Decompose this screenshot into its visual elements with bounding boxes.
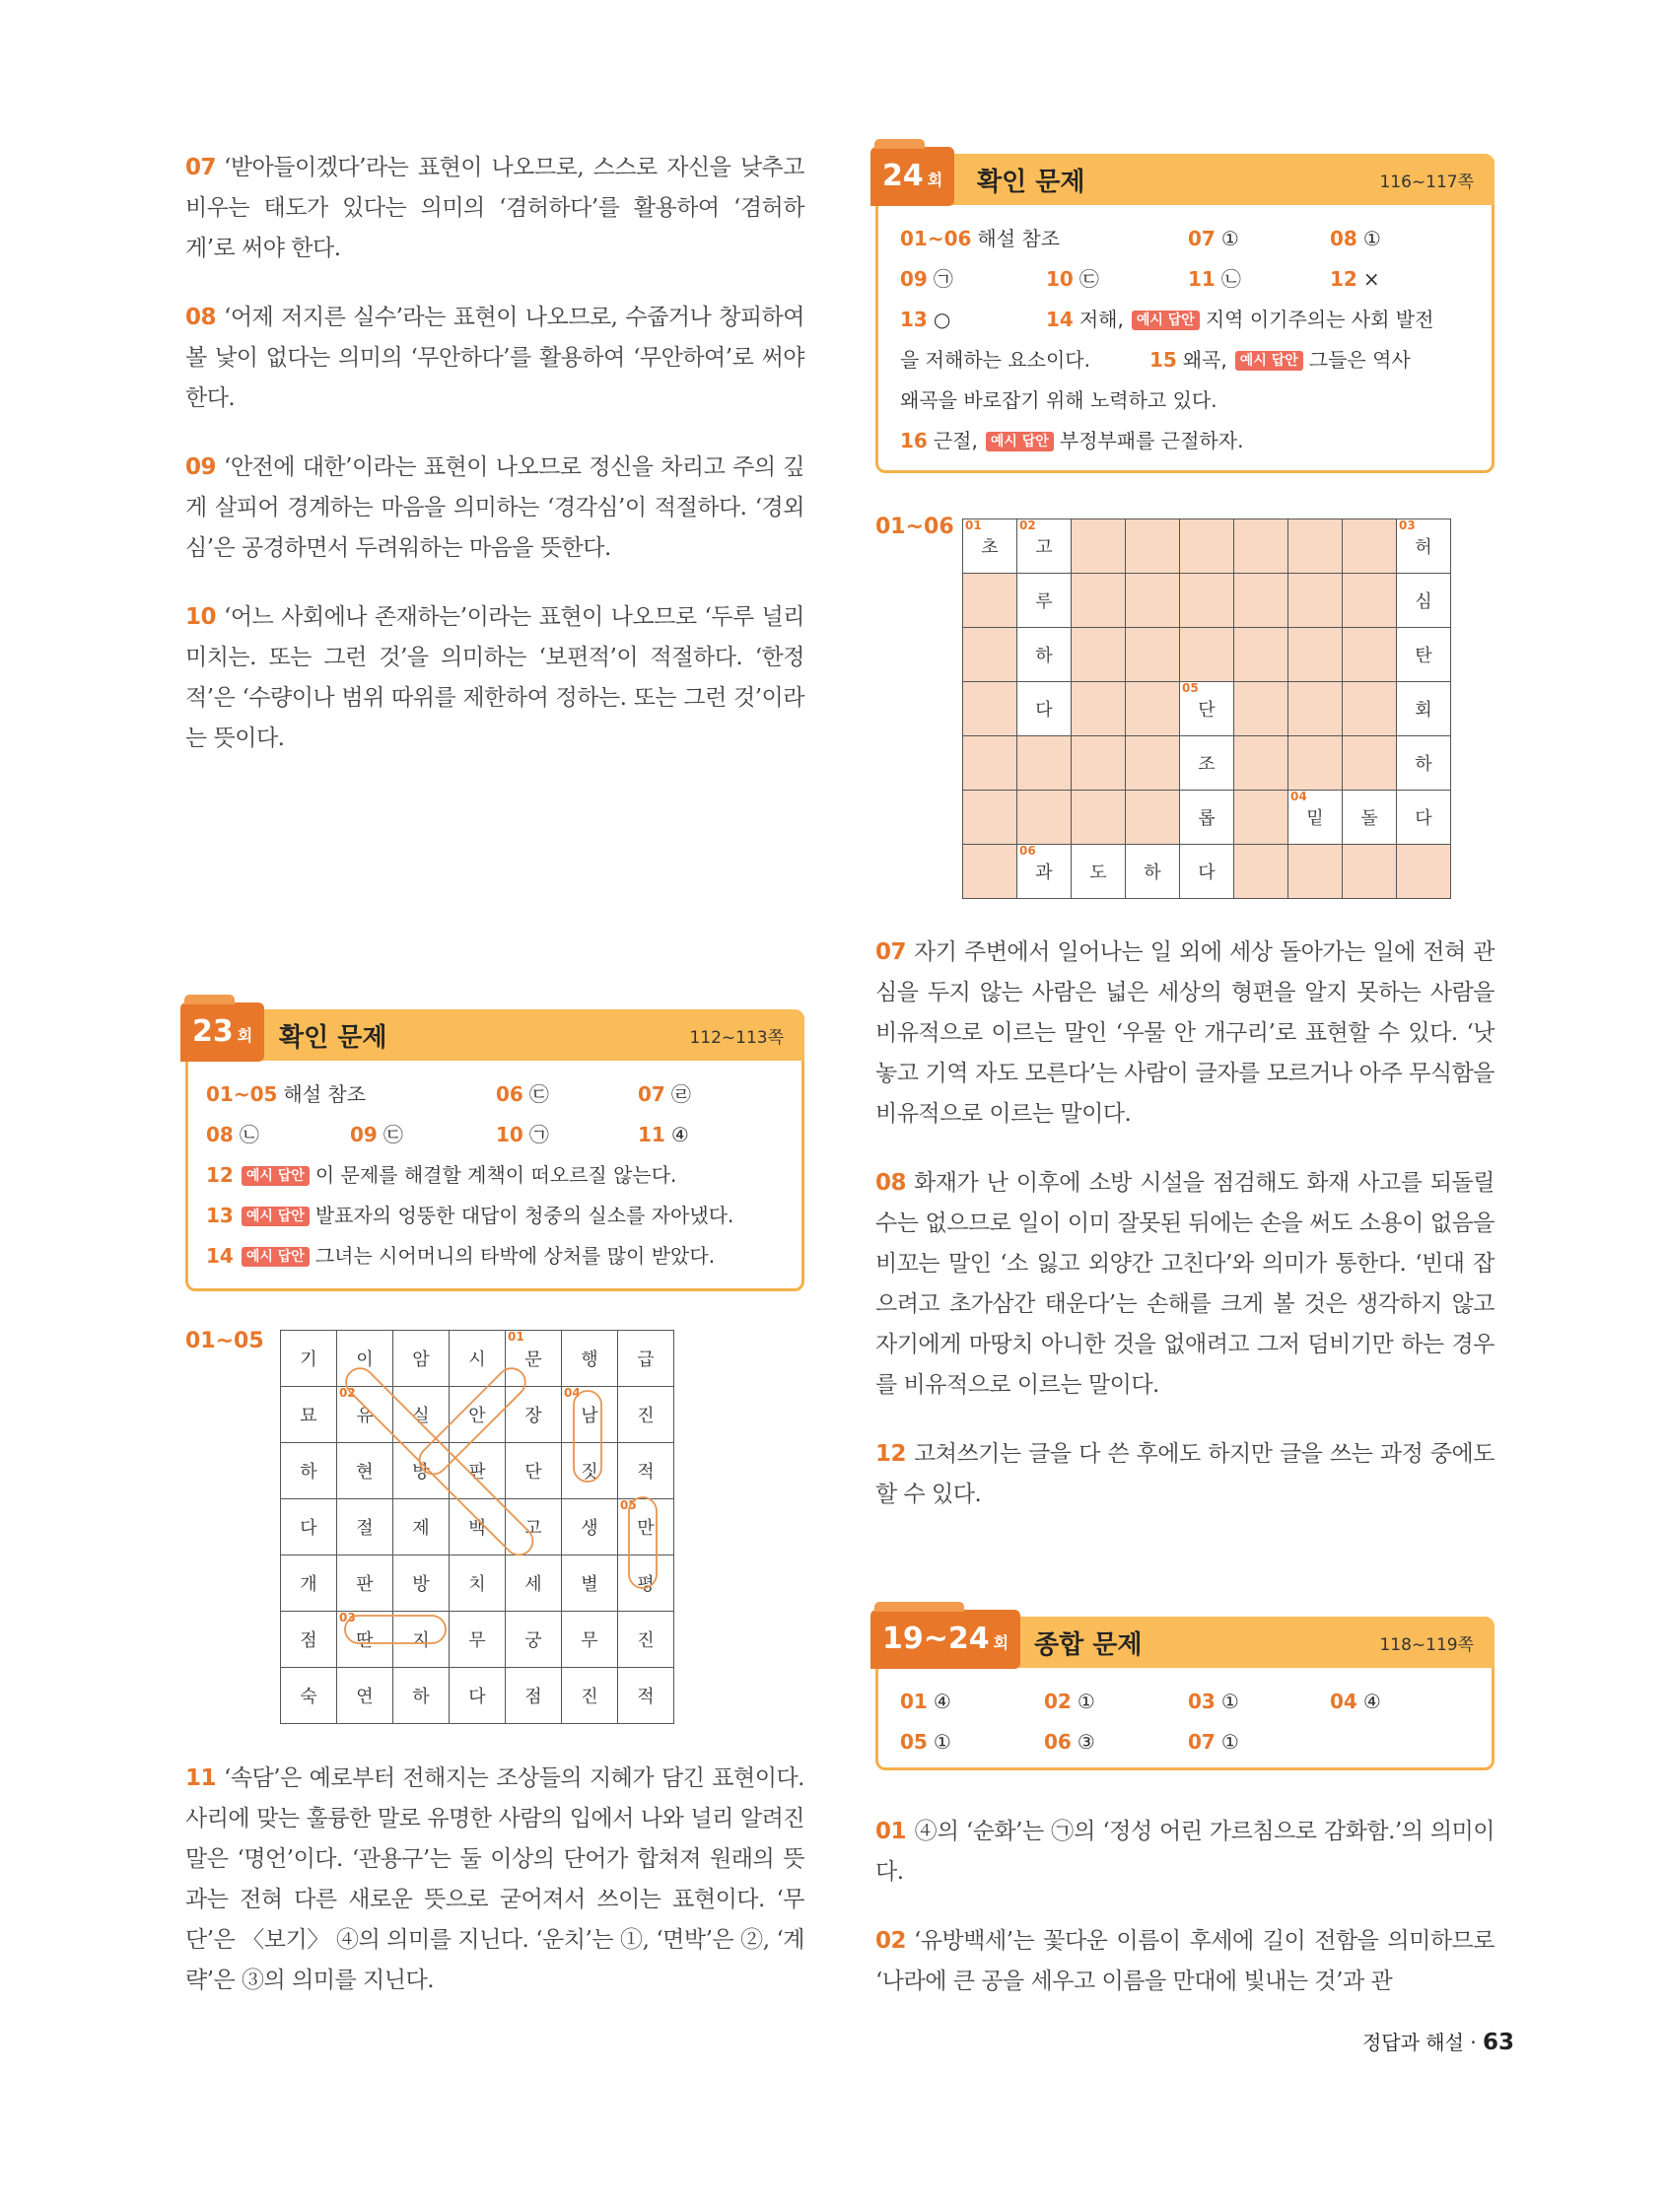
grid-cell	[1126, 519, 1180, 574]
answer-item: 14 저해, 예시 답안 지역 이기주의는 사회 발전	[1046, 308, 1434, 331]
grid-cell	[1343, 628, 1397, 682]
cell-letter: 롭	[1198, 808, 1216, 829]
grid-cell	[393, 1499, 450, 1555]
cell-letter: 진	[581, 1687, 598, 1707]
grid-cell	[618, 1612, 674, 1668]
grid-cell	[1180, 519, 1234, 574]
grid-cell	[1180, 791, 1234, 845]
grid-row	[281, 1387, 674, 1443]
cell-letter: 이	[356, 1349, 374, 1370]
grid-cell	[1072, 791, 1126, 845]
grid-cell	[963, 574, 1017, 628]
grid-cell	[1017, 791, 1072, 845]
cell-letter: 무	[581, 1630, 598, 1651]
grid-cell	[1017, 682, 1072, 736]
grid-cell	[1017, 574, 1072, 628]
grid-cell	[1397, 791, 1451, 845]
clue-number: 06	[1019, 844, 1036, 858]
grid-cell	[1126, 628, 1180, 682]
cell-letter: 진	[637, 1406, 655, 1426]
cell-letter: 안	[468, 1406, 486, 1426]
grid-cell	[562, 1443, 618, 1499]
grid-cell	[337, 1555, 393, 1612]
page-footer: 정답과 해설 · 63	[1361, 2030, 1514, 2055]
grid-cell	[1017, 628, 1072, 682]
grid-cell	[281, 1668, 337, 1724]
page-range: 118~119쪽	[1379, 1635, 1474, 1655]
cell-letter: 유	[356, 1406, 374, 1426]
cell-letter: 돌	[1360, 808, 1378, 829]
grid-row	[963, 791, 1451, 845]
grid-cell	[393, 1331, 450, 1387]
cell-letter: 암	[412, 1349, 430, 1370]
page-range: 112~113쪽	[689, 1028, 784, 1048]
answer-item: 06 ㉢	[496, 1082, 549, 1106]
grid-cell	[1017, 845, 1072, 899]
left-top-text	[185, 148, 804, 788]
clue-number: 05	[1182, 681, 1199, 695]
right-mid-text	[875, 933, 1495, 1544]
grid-cell	[1072, 845, 1126, 899]
explanation-paragraph: 12 고쳐쓰기는 글을 다 쓴 후에도 하지만 글을 쓰는 과정 중에도 할 수 있다.	[875, 1441, 1495, 1507]
cell-letter: 급	[637, 1349, 655, 1370]
grid-cell	[1180, 574, 1234, 628]
answer-item: 10 ㉢	[1046, 267, 1099, 291]
grid-cell	[1288, 574, 1343, 628]
grid-row	[281, 1668, 674, 1724]
cell-letter: 판	[356, 1574, 374, 1595]
session-badge: 24 회	[870, 147, 954, 206]
grid-cell	[1397, 682, 1451, 736]
grid-cell	[337, 1331, 393, 1387]
cell-letter: 점	[524, 1687, 542, 1707]
grid-cell	[337, 1668, 393, 1724]
grid-cell	[393, 1612, 450, 1668]
clue-number: 03	[339, 1611, 356, 1624]
grid-cell	[393, 1443, 450, 1499]
cell-letter: 딴	[356, 1630, 374, 1651]
example-answer-tag: 예시 답안	[1132, 311, 1200, 330]
clue-number: 04	[564, 1386, 581, 1400]
crossword-grid	[962, 518, 1451, 899]
answer-item: 02 ①	[1044, 1690, 1095, 1713]
grid-cell	[618, 1668, 674, 1724]
grid-cell	[1343, 845, 1397, 899]
grid-label: 01~05	[185, 1329, 264, 1353]
cell-letter: 절	[356, 1518, 374, 1539]
cell-letter: 적	[637, 1462, 655, 1483]
grid-cell	[562, 1499, 618, 1555]
grid-cell	[1072, 682, 1126, 736]
grid-cell	[1343, 682, 1397, 736]
grid-cell	[562, 1612, 618, 1668]
grid-cell	[506, 1331, 562, 1387]
cell-letter: 궁	[524, 1630, 542, 1651]
grid-cell	[450, 1331, 506, 1387]
grid-cell	[281, 1612, 337, 1668]
session-badge: 19~24 회	[870, 1610, 1020, 1669]
grid-cell	[506, 1443, 562, 1499]
example-answer-tag: 예시 답안	[242, 1207, 310, 1226]
grid-cell	[506, 1499, 562, 1555]
grid-row	[963, 682, 1451, 736]
cell-letter: 조	[1198, 754, 1216, 775]
cell-letter: 다	[1035, 700, 1053, 721]
answer-item: 04 ④	[1330, 1690, 1381, 1713]
answer-item: 01~06 해설 참조	[900, 227, 1061, 250]
grid-cell	[1072, 736, 1126, 791]
clue-number: 04	[1290, 790, 1307, 803]
grid-cell	[1288, 791, 1343, 845]
grid-cell	[618, 1555, 674, 1612]
answer-item: 07 ㉣	[638, 1082, 691, 1106]
grid-cell	[1180, 736, 1234, 791]
example-answer-tag: 예시 답안	[242, 1247, 310, 1267]
grid-cell	[1343, 791, 1397, 845]
grid-cell	[1288, 682, 1343, 736]
grid-cell	[506, 1555, 562, 1612]
cell-letter: 기	[300, 1349, 317, 1370]
grid-cell	[562, 1387, 618, 1443]
cell-letter: 치	[468, 1574, 486, 1595]
grid-cell	[337, 1387, 393, 1443]
cell-letter: 판	[468, 1462, 486, 1483]
cell-letter: 제	[412, 1518, 430, 1539]
cell-letter: 연	[356, 1687, 374, 1707]
grid-row	[963, 845, 1451, 899]
grid-cell	[963, 845, 1017, 899]
explanation-paragraph: 08 ‘어제 저지른 실수’라는 표현이 나오므로, 수줍거나 창피하여 볼 낯이 없다는 의미의 ‘무안하다’를 활용하여 ‘무안하여’로 써야 한다.	[185, 305, 804, 411]
quiz-box-23	[185, 1009, 804, 1291]
right-bottom-text	[875, 1812, 1495, 2031]
grid-cell	[506, 1668, 562, 1724]
box-title: 확인 문제	[977, 168, 1085, 197]
grid-cell	[963, 628, 1017, 682]
cell-letter: 하	[300, 1462, 317, 1483]
cell-letter: 숙	[300, 1687, 317, 1707]
explanation-paragraph: 07 ‘받아들이겠다’라는 표현이 나오므로, 스스로 자신을 낮추고 비우는 태도가 있다는 의미의 ‘겸허하다’를 활용하여 ‘겸허하게’로 써야 한다.	[185, 155, 804, 261]
grid-cell	[337, 1612, 393, 1668]
grid-cell	[1234, 682, 1288, 736]
cell-letter: 생	[581, 1518, 598, 1539]
clue-number: 01	[965, 518, 982, 532]
cell-letter: 과	[1035, 863, 1053, 883]
grid-cell	[450, 1668, 506, 1724]
explanation-paragraph: 02 ‘유방백세’는 꽃다운 이름이 후세에 길이 전함을 의미하므로 ‘나라에 큰 공을 세우고 이름을 만대에 빛내는 것’과 관	[875, 1928, 1495, 1994]
cell-letter: 고	[1035, 537, 1053, 558]
word-search-grid	[280, 1330, 674, 1724]
grid-cell	[1126, 682, 1180, 736]
answer-item: 08 ①	[1330, 227, 1381, 250]
page-number: 63	[1482, 2030, 1514, 2055]
grid-cell	[1126, 791, 1180, 845]
cell-letter: 묘	[300, 1406, 317, 1426]
cell-letter: 방	[412, 1462, 430, 1483]
grid-cell	[1180, 682, 1234, 736]
grid-cell	[1397, 845, 1451, 899]
answer-item: 08 ㉡	[206, 1123, 259, 1146]
grid-cell	[1017, 736, 1072, 791]
clue-number: 02	[1019, 518, 1036, 532]
grid-cell	[618, 1387, 674, 1443]
cell-letter: 다	[300, 1518, 317, 1539]
grid-cell	[1234, 791, 1288, 845]
answer-item: 07 ①	[1188, 227, 1239, 250]
cell-letter: 점	[300, 1630, 317, 1651]
grid-cell	[1126, 574, 1180, 628]
cell-letter: 다	[1415, 808, 1432, 829]
answer-item: 12 예시 답안 이 문제를 해결할 계책이 떠오르질 않는다.	[206, 1163, 677, 1187]
grid-cell	[1397, 736, 1451, 791]
grid-cell	[963, 519, 1017, 574]
grid-cell	[1234, 574, 1288, 628]
cell-letter: 탄	[1415, 646, 1432, 666]
grid-row	[281, 1443, 674, 1499]
answer-item: 09 ㉢	[350, 1123, 403, 1146]
grid-cell	[393, 1668, 450, 1724]
grid-cell	[618, 1499, 674, 1555]
answer-item: 01~05 해설 참조	[206, 1082, 367, 1106]
grid-cell	[281, 1443, 337, 1499]
cell-letter: 하	[412, 1687, 430, 1707]
grid-row	[281, 1331, 674, 1387]
grid-cell	[963, 736, 1017, 791]
grid-cell	[337, 1499, 393, 1555]
answer-item: 11 ㉡	[1188, 267, 1241, 291]
cell-letter: 심	[1415, 591, 1432, 612]
grid-cell	[1126, 736, 1180, 791]
answer-item: 09 ㉠	[900, 267, 953, 291]
answer-item: 11 ④	[638, 1123, 689, 1146]
cell-letter: 밑	[1306, 808, 1324, 829]
grid-cell	[393, 1387, 450, 1443]
grid-cell	[1288, 519, 1343, 574]
cell-letter: 초	[981, 537, 999, 558]
cell-letter: 백	[468, 1518, 486, 1539]
grid-cell	[1180, 628, 1234, 682]
cell-letter: 무	[468, 1630, 486, 1651]
grid-cell	[1343, 519, 1397, 574]
grid-cell	[450, 1612, 506, 1668]
grid-cell	[281, 1387, 337, 1443]
grid-cell	[1397, 519, 1451, 574]
grid-cell	[450, 1555, 506, 1612]
cell-letter: 남	[581, 1406, 598, 1426]
answer-item: 16 근절, 예시 답안 부정부패를 근절하자.	[900, 429, 1244, 452]
cell-letter: 시	[468, 1349, 486, 1370]
cell-letter: 하	[1035, 646, 1053, 666]
cell-letter: 고	[524, 1518, 542, 1539]
grid-row	[963, 574, 1451, 628]
left-bottom-text	[185, 1759, 804, 2030]
cell-letter: 허	[1415, 537, 1432, 558]
cell-letter: 단	[1198, 700, 1216, 721]
example-answer-tag: 예시 답안	[242, 1166, 310, 1186]
grid-cell	[1072, 628, 1126, 682]
grid-cell	[1126, 845, 1180, 899]
grid-cell	[1343, 574, 1397, 628]
cell-letter: 하	[1144, 863, 1161, 883]
cell-letter: 개	[300, 1574, 317, 1595]
grid-cell	[1288, 736, 1343, 791]
cell-letter: 평	[637, 1574, 655, 1595]
cell-letter: 회	[1415, 700, 1432, 721]
explanation-paragraph: 07 자기 주변에서 일어나는 일 외에 세상 돌아가는 일에 전혀 관심을 두지 않는 사람은 넓은 세상의 형편을 알지 못하는 사람을 비유적으로 이르는 말인 ‘우물 안 개구리’로 표현할 수 있다. ‘낫 놓고 기역 자도 모른다’는 사람이 글자를 모르거나 아주 무식함을 비유적으로 이르는 말이다.	[875, 939, 1495, 1127]
explanation-paragraph: 01 ④의 ‘순화’는 ㉠의 ‘정성 어린 가르침으로 감화함.’의 의미이다.	[875, 1819, 1495, 1885]
review-box-19-24	[875, 1617, 1495, 1770]
grid-cell	[618, 1331, 674, 1387]
cell-letter: 현	[356, 1462, 374, 1483]
answer-item: 왜곡을 바로잡기 위해 노력하고 있다.	[900, 388, 1217, 412]
cell-letter: 적	[637, 1687, 655, 1707]
explanation-paragraph: 10 ‘어느 사회에나 존재하는’이라는 표현이 나오므로 ‘두루 널리 미치는. 또는 그런 것’을 의미하는 ‘보편적’이 적절하다. ‘한정적’은 ‘수량이나 범위 따위를 제한하여 정하는. 또는 그런 것’이라는 뜻이다.	[185, 604, 804, 751]
grid-cell	[281, 1499, 337, 1555]
session-badge: 23 회	[180, 1002, 264, 1062]
example-answer-tag: 예시 답안	[986, 432, 1054, 451]
grid-cell	[281, 1555, 337, 1612]
cell-letter: 행	[581, 1349, 598, 1370]
grid-cell	[450, 1443, 506, 1499]
grid-cell	[450, 1499, 506, 1555]
answer-item: 03 ①	[1188, 1690, 1239, 1713]
grid-cell	[1288, 628, 1343, 682]
grid-cell	[1343, 736, 1397, 791]
explanation-paragraph: 11 ‘속담’은 예로부터 전해지는 조상들의 지혜가 담긴 표현이다. 사리에 맞는 훌륭한 말로 유명한 사람의 입에서 나와 널리 알려진 말은 ‘명언’이다. ‘관용구’는 둘 이상의 단어가 합쳐져 원래의 뜻과는 전혀 다른 새로운 뜻으로 굳어져서 쓰이는 표현이다. ‘무단’은 〈보기〉 ④의 의미를 지닌다. ‘운치’는 ①, ‘면박’은 ②, ‘계략’은 ③의 의미를 지닌다.	[185, 1765, 804, 1993]
grid-cell	[506, 1387, 562, 1443]
grid-cell	[337, 1443, 393, 1499]
grid-cell	[1017, 519, 1072, 574]
cell-letter: 진	[637, 1630, 655, 1651]
grid-row	[281, 1555, 674, 1612]
grid-row	[281, 1499, 674, 1555]
answer-item: 10 ㉠	[496, 1123, 549, 1146]
grid-cell	[393, 1555, 450, 1612]
grid-cell	[1288, 845, 1343, 899]
grid-cell	[963, 682, 1017, 736]
grid-cell	[1234, 519, 1288, 574]
answer-item: 14 예시 답안 그녀는 시어머니의 타박에 상처를 많이 받았다.	[206, 1244, 716, 1268]
grid-cell	[1234, 845, 1288, 899]
answer-item: 06 ③	[1044, 1730, 1095, 1754]
answer-item: 을 저해하는 요소이다. 15 왜곡, 예시 답안 그들은 역사	[900, 348, 1411, 372]
cell-letter: 만	[637, 1518, 655, 1539]
page-range: 116~117쪽	[1379, 173, 1474, 192]
grid-cell	[963, 791, 1017, 845]
cell-letter: 다	[1198, 863, 1216, 883]
cell-letter: 장	[524, 1406, 542, 1426]
grid-row	[963, 628, 1451, 682]
grid-cell	[1234, 628, 1288, 682]
answer-item: 13 예시 답안 발표자의 엉뚱한 대답이 청중의 실소를 자아냈다.	[206, 1204, 734, 1227]
grid-label: 01~06	[875, 515, 954, 539]
clue-number: 05	[620, 1498, 637, 1512]
cell-letter: 하	[1415, 754, 1432, 775]
cell-letter: 실	[412, 1406, 430, 1426]
box-title: 확인 문제	[279, 1023, 387, 1053]
grid-cell	[1072, 574, 1126, 628]
answer-item: 13 ○	[900, 308, 951, 331]
cell-letter: 도	[1089, 863, 1107, 883]
cell-letter: 다	[468, 1687, 486, 1707]
cell-letter: 짓	[581, 1462, 598, 1483]
grid-cell	[1072, 519, 1126, 574]
answer-item: 07 ①	[1188, 1730, 1239, 1754]
cell-letter: 별	[581, 1574, 598, 1595]
example-answer-tag: 예시 답안	[1235, 351, 1303, 371]
grid-row	[963, 519, 1451, 574]
grid-row	[963, 736, 1451, 791]
explanation-paragraph: 08 화재가 난 이후에 소방 시설을 점검해도 화재 사고를 되돌릴 수는 없으므로 일이 이미 잘못된 뒤에는 손을 써도 소용이 없음을 비꼬는 말인 ‘소 잃고 외양간 고친다’와 의미가 통한다. ‘빈대 잡으려고 초가삼간 태운다’는 손해를 크게 볼 것은 생각하지 않고 자기에게 마땅치 아니한 것을 없애려고 그저 덤비기만 하는 경우를 비유적으로 이르는 말이다.	[875, 1170, 1495, 1398]
grid-cell	[1234, 736, 1288, 791]
explanation-paragraph: 09 ‘안전에 대한’이라는 표현이 나오므로 정신을 차리고 주의 깊게 살피어 경계하는 마음을 의미하는 ‘경각심’이 적절하다. ‘경외심’은 공경하면서 두려워하는 마음을 뜻한다.	[185, 454, 804, 561]
grid-cell	[1397, 574, 1451, 628]
box-title: 종합 문제	[1034, 1630, 1143, 1660]
grid-cell	[562, 1668, 618, 1724]
grid-cell	[506, 1612, 562, 1668]
clue-number: 03	[1399, 518, 1416, 532]
grid-cell	[281, 1331, 337, 1387]
cell-letter: 문	[524, 1349, 542, 1370]
answer-item: 01 ④	[900, 1690, 951, 1713]
grid-cell	[562, 1331, 618, 1387]
cell-letter: 방	[412, 1574, 430, 1595]
grid-cell	[562, 1555, 618, 1612]
grid-row	[281, 1612, 674, 1668]
cell-letter: 루	[1035, 591, 1053, 612]
quiz-box-24	[875, 154, 1495, 473]
grid-cell	[450, 1387, 506, 1443]
cell-letter: 지	[412, 1630, 430, 1651]
grid-cell	[618, 1443, 674, 1499]
cell-letter: 세	[524, 1574, 542, 1595]
grid-cell	[1397, 628, 1451, 682]
clue-number: 01	[508, 1330, 524, 1344]
answer-item: 12 ×	[1330, 267, 1380, 291]
clue-number: 02	[339, 1386, 356, 1400]
grid-cell	[1180, 845, 1234, 899]
cell-letter: 단	[524, 1462, 542, 1483]
answer-item: 05 ①	[900, 1730, 951, 1754]
